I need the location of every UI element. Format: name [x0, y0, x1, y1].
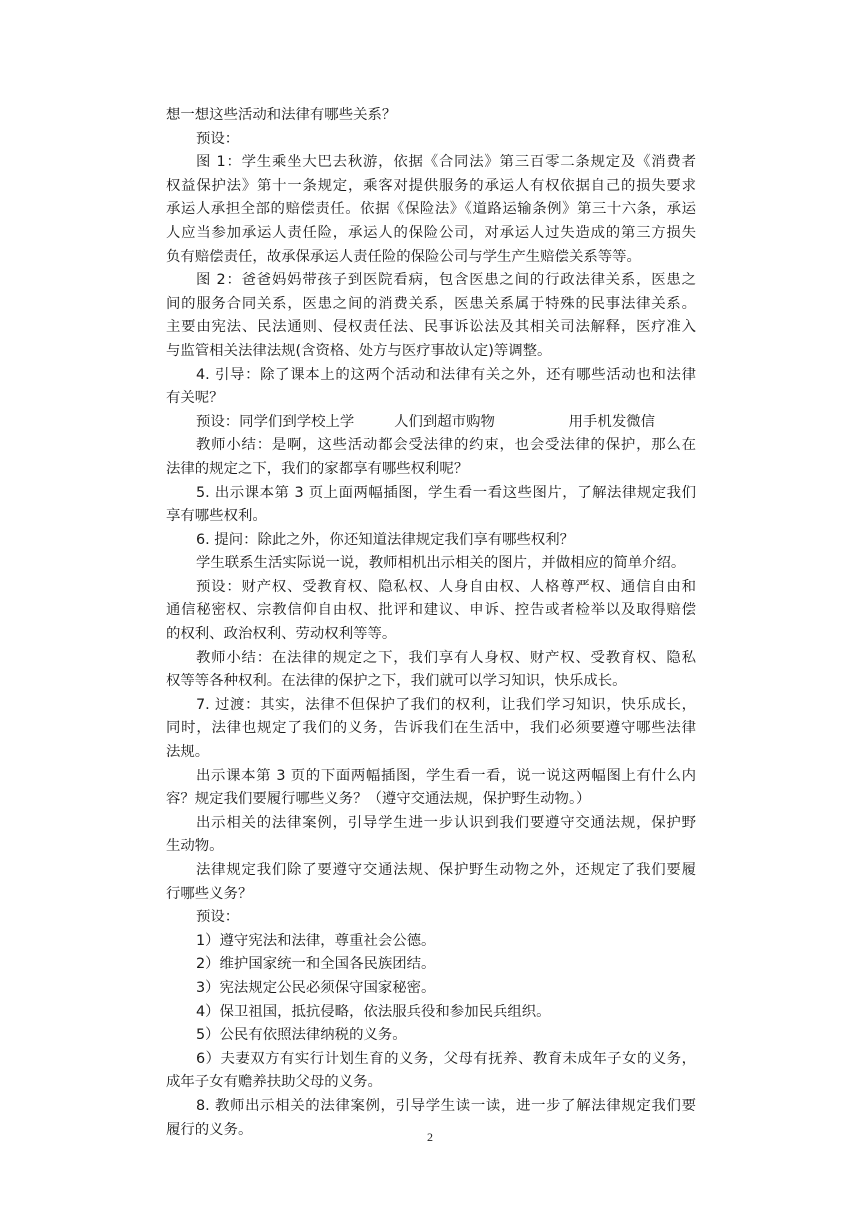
text-line: 预设： [196, 130, 240, 147]
text-line: 权等等各种权利。在法律的保护之下，我们就可以学习知识，快乐成长。 [166, 673, 627, 690]
text-line: 8. 教师出示相关的法律案例，引导学生读一读，进一步了解法律规定我们要 [196, 1097, 696, 1114]
text-line: 4）保卫祖国，抵抗侵略，依法服兵役和参加民兵组织。 [196, 1003, 551, 1020]
text-line: 预设：财产权、受教育权、隐私权、人身自由权、人格尊严权、通信自由和 [196, 578, 696, 595]
text-line: 履行的义务。 [166, 1121, 253, 1138]
text-line: 5. 出示课本第 3 页上面两幅插图，学生看一看这些图片，了解法律规定我们 [196, 484, 696, 501]
text-line: 2）维护国家统一和全国各民族团结。 [196, 956, 436, 973]
text-line: 7. 过渡：其实，法律不但保护了我们的权利，让我们学习知识，快乐成长， [196, 696, 696, 713]
text-line: 出示课本第 3 页的下面两幅插图，学生看一看，说一说这两幅图上有什么内 [196, 767, 696, 784]
text-line: 主要由宪法、民法通则、侵权责任法、民事诉讼法及其相关司法解释，医疗准入 [166, 319, 696, 336]
text-line: 同时，法律也规定了我们的义务，告诉我们在生活中，我们必须要遵守哪些法律 [166, 720, 696, 737]
text-line: 间的服务合同关系，医患之间的消费关系，医患关系属于特殊的民事法律关系。 [166, 295, 696, 312]
text-line: 生动物。 [166, 838, 224, 855]
text-line: 教师小结：是啊，这些活动都会受法律的约束，也会受法律的保护，那么在 [196, 437, 696, 454]
preset-item: 预设：同学们到学校上学 [196, 413, 355, 430]
text-line: 有关呢？ [166, 390, 224, 407]
text-line: 6. 提问：除此之外，你还知道法律规定我们享有哪些权利？ [196, 531, 575, 548]
text-line: 想一想这些活动和法律有哪些关系？ [166, 107, 397, 123]
text-line: 容？规定我们要履行哪些义务？（遵守交通法规，保护野生动物。） [166, 791, 591, 808]
text-line: 4. 引导：除了课本上的这两个活动和法律有关之外，还有哪些活动也和法律 [196, 366, 696, 383]
document-body [166, 104, 696, 1142]
preset-row [166, 411, 696, 435]
text-line: 预设： [196, 909, 240, 926]
text-line: 图 1：学生乘坐大巴去秋游，依据《合同法》第三百零二条规定及《消费者 [196, 154, 696, 171]
text-line: 法律的规定之下，我们的家都享有哪些权利呢？ [166, 460, 469, 477]
text-line: 6）夫妻双方有实行计划生育的义务，父母有抚养、教育未成年子女的义务， [196, 1050, 696, 1067]
text-line: 法规。 [166, 744, 210, 761]
page-number: 2 [427, 1130, 433, 1144]
preset-item: 人们到超市购物 [394, 413, 495, 430]
text-line: 权益保护法》第十一条规定，乘客对提供服务的承运人有权依据自己的损失要求 [166, 177, 696, 194]
text-line: 人应当参加承运人责任险，承运人的保险公司，对承运人过失造成的第三方损失 [166, 224, 696, 241]
text-line: 3）宪法规定公民必须保守国家秘密。 [196, 979, 436, 996]
text-line: 1）遵守宪法和法律，尊重社会公德。 [196, 932, 436, 949]
text-line: 成年子女有赡养扶助父母的义务。 [166, 1074, 382, 1091]
text-line: 行哪些义务？ [166, 885, 253, 902]
text-line: 负有赔偿责任，故承保承运人责任险的保险公司与学生产生赔偿关系等等。 [166, 248, 641, 265]
text-line: 5）公民有依照法律纳税的义务。 [196, 1027, 407, 1044]
text-line: 法律规定我们除了要遵守交通法规、保护野生动物之外，还规定了我们要履 [196, 862, 696, 878]
text-line: 学生联系生活实际说一说，教师相机出示相关的图片，并做相应的简单介绍。 [196, 555, 686, 572]
text-line: 与监管相关法律法规(含资格、处方与医疗事故认定)等调整。 [166, 342, 552, 359]
text-line: 图 2：爸爸妈妈带孩子到医院看病，包含医患之间的行政法律关系，医患之 [196, 272, 696, 289]
text-line: 承运人承担全部的赔偿责任。依据《保险法》《道路运输条例》第三十六条，承运 [166, 201, 696, 218]
text-line: 教师小结：在法律的规定之下，我们享有人身权、财产权、受教育权、隐私 [196, 649, 696, 666]
preset-item: 用手机发微信 [568, 413, 655, 430]
text-line: 享有哪些权利。 [166, 508, 267, 525]
text-line: 出示相关的法律案例，引导学生进一步认识到我们要遵守交通法规，保护野 [196, 814, 696, 831]
text-line: 的权利、政治权利、劳动权利等等。 [166, 626, 397, 643]
text-line: 通信秘密权、宗教信仰自由权、批评和建议、申诉、控告或者检举以及取得赔偿 [166, 602, 696, 619]
